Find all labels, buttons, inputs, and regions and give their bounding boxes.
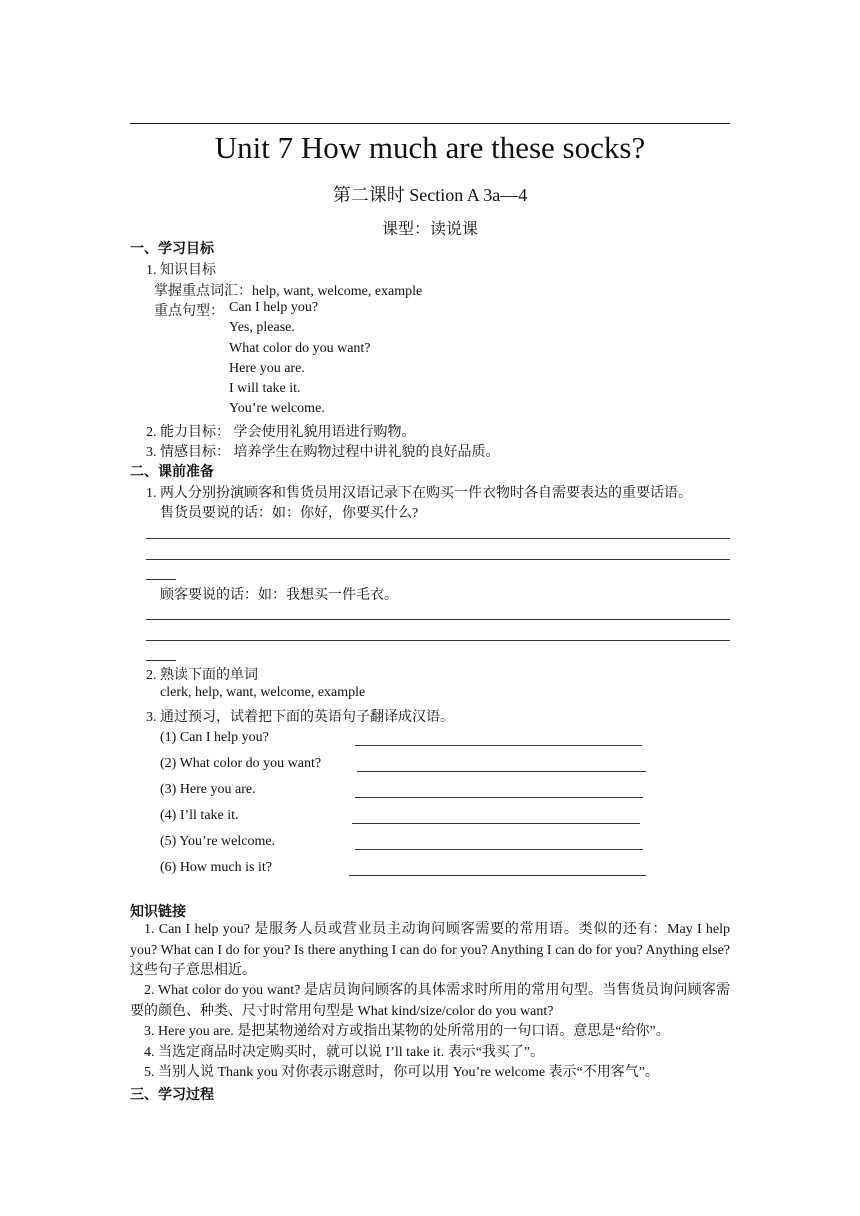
answer-line[interactable]: [146, 538, 730, 539]
subtitle: 第二课时 Section A 3a—4: [332, 185, 528, 205]
vocab-line: 掌握重点词汇：help, want, welcome, example: [154, 284, 423, 299]
links-heading: 知识链接: [130, 905, 186, 920]
answer-line[interactable]: [146, 559, 730, 560]
translate-sentence: (4) I’ll take it.: [160, 808, 239, 823]
answer-line[interactable]: [146, 619, 730, 620]
patterns-label: 重点句型：: [154, 304, 224, 319]
link-paragraph: 2. What color do you want? 是店员询问顾客的具体需求时所用的常用句型。当售货员询问顾客需要的颜色、种类、尺寸时常用句型是 What kind/size/color do you want?: [130, 983, 730, 1019]
translate-sentence: (5) You’re welcome.: [160, 834, 276, 849]
pattern-item: Can I help you?: [229, 300, 319, 315]
translation-blank[interactable]: [349, 875, 646, 876]
emotion-goal: 3. 情感目标： 培养学生在购物过程中讲礼貌的良好品质。: [146, 445, 500, 460]
translation-blank[interactable]: [352, 823, 640, 824]
section1-heading: 一、学习目标: [130, 242, 214, 257]
pattern-item: Yes, please.: [229, 320, 295, 335]
answer-line[interactable]: [146, 640, 730, 641]
ability-goal: 2. 能力目标： 学会使用礼貌用语进行购物。: [146, 425, 416, 440]
translation-blank[interactable]: [355, 797, 643, 798]
link-paragraph: 5. 当别人说 Thank you 对你表示谢意时，你可以用 You’re welcome 表示“不用客气”。: [144, 1065, 659, 1080]
translate-sentence: (3) Here you are.: [160, 782, 256, 797]
pattern-item: I will take it.: [229, 381, 301, 396]
word-list: clerk, help, want, welcome, example: [160, 685, 366, 700]
link-paragraph: 1. Can I help you? 是服务人员或营业员主动询问顾客需要的常用语。类似的还有：May I help you? What can I do for you? Is there anything I can do for you? Anything I can do for you? Anything else? 这些句子意思相近。: [130, 922, 730, 978]
link-paragraph: 4. 当选定商品时决定购买时，就可以说 I’ll take it. 表示“我买了”。: [144, 1045, 545, 1060]
translate-sentence: (1) Can I help you?: [160, 730, 269, 745]
lesson-type: 课型：读说课: [381, 221, 478, 238]
clerk-prompt: 售货员要说的话：如：你好，你要买什么?: [160, 506, 419, 521]
translate-sentence: (6) How much is it?: [160, 860, 272, 875]
prep-item-1: 1. 两人分别扮演顾客和售货员用汉语记录下在购买一件衣物时各自需要表达的重要话语。: [146, 486, 692, 501]
section2-heading: 二、课前准备: [130, 465, 214, 480]
pattern-item: What color do you want?: [229, 341, 371, 356]
prep-item-3: 3. 通过预习，试着把下面的英语句子翻译成汉语。: [146, 710, 454, 725]
section3-heading: 三、学习过程: [130, 1088, 214, 1103]
translation-blank[interactable]: [355, 849, 643, 850]
customer-prompt: 顾客要说的话：如：我想买一件毛衣。: [160, 588, 398, 603]
page-title: Unit 7 How much are these socks?: [214, 130, 646, 165]
prep-item-2: 2. 熟读下面的单词: [146, 668, 258, 683]
answer-line[interactable]: [146, 660, 176, 661]
link-paragraph: 3. Here you are. 是把某物递给对方或指出某物的处所常用的一句口语。意思是“给你”。: [144, 1024, 670, 1039]
translate-sentence: (2) What color do you want?: [160, 756, 322, 771]
top-rule: [130, 123, 730, 124]
translation-blank[interactable]: [357, 771, 646, 772]
knowledge-goal: 1. 知识目标: [146, 263, 216, 278]
pattern-item: Here you are.: [229, 361, 305, 376]
answer-line[interactable]: [146, 579, 176, 580]
translation-blank[interactable]: [355, 745, 642, 746]
pattern-item: You’re welcome.: [229, 401, 325, 416]
